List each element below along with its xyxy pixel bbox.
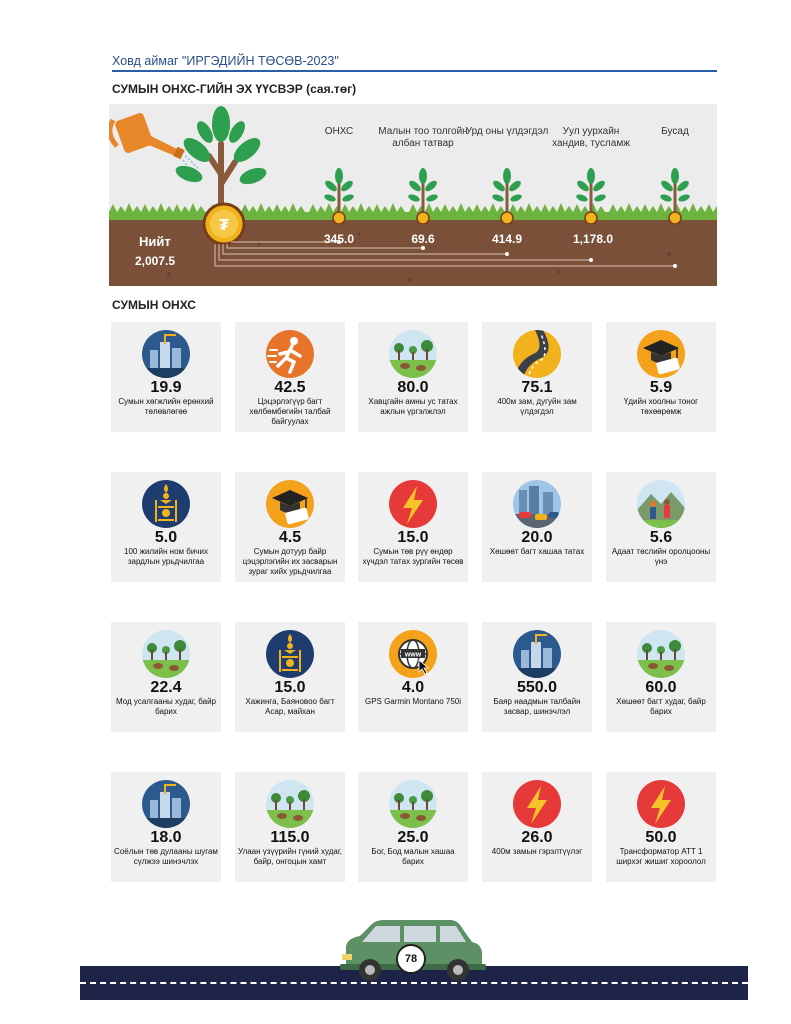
pasture-icon bbox=[389, 330, 437, 378]
project-card bbox=[606, 472, 716, 582]
svg-text:www: www bbox=[404, 651, 422, 659]
sources-title: СУМЫН ОНХС-ГИЙН ЭХ ҮҮСВЭР (сая.төг) bbox=[112, 82, 357, 96]
pasture-icon bbox=[637, 630, 685, 678]
project-card bbox=[235, 622, 345, 732]
graduation-icon bbox=[637, 330, 685, 378]
project-label: Сумын хөгжлийн ерөнхий төлөвлөгөө bbox=[118, 397, 214, 416]
source-label-2: Урд оны үлдэгдэл bbox=[465, 126, 549, 137]
project-label: 400м замын гэрэлтүүлэг bbox=[491, 847, 583, 856]
project-value: 115.0 bbox=[270, 829, 310, 846]
project-label: Сумын төв рүү өндөр хүчдэл татах зургийн төсөв bbox=[362, 547, 464, 566]
projects-title: СУМЫН ОНХС bbox=[112, 298, 196, 312]
traffic-icon bbox=[513, 480, 561, 528]
city-icon bbox=[142, 780, 190, 828]
project-label: Трансформатор АТТ 1 ширхэг жишиг хороолол bbox=[616, 847, 706, 866]
project-value: 25.0 bbox=[397, 829, 429, 846]
project-value: 5.0 bbox=[154, 529, 178, 546]
project-label: Мод усалгааны худаг, байр барих bbox=[116, 697, 216, 716]
source-label-4: Бусад bbox=[661, 126, 689, 137]
project-label: Бог, Бод малын хашаа барих bbox=[371, 847, 455, 866]
www-icon bbox=[389, 630, 437, 678]
pasture-icon bbox=[389, 780, 437, 828]
project-value: 5.6 bbox=[649, 529, 673, 546]
total-label: Нийт bbox=[139, 234, 171, 249]
project-card bbox=[358, 322, 468, 432]
project-label: Үдийн хоолны тоног төхөөрөмж bbox=[623, 397, 699, 416]
source-label-1: Малын тоо толгойн албан татвар bbox=[378, 126, 468, 149]
project-card bbox=[358, 622, 468, 732]
source-value-2: 414.9 bbox=[491, 232, 523, 246]
project-value: 26.0 bbox=[521, 829, 553, 846]
project-value: 19.9 bbox=[150, 379, 182, 396]
project-value: 5.9 bbox=[649, 379, 673, 396]
project-card bbox=[482, 472, 592, 582]
project-label: Хөшөөт багт хашаа татах bbox=[489, 547, 585, 556]
tugrik-coin-icon bbox=[204, 204, 244, 244]
source-label-3: Уул уурхайн хандив, тусламж bbox=[552, 126, 630, 149]
project-value: 15.0 bbox=[397, 529, 429, 546]
project-label: Хавцгайн амны ус татах ажлын үргэлжлэл bbox=[368, 397, 458, 416]
project-value: 20.0 bbox=[521, 529, 553, 546]
project-label: 400м зам, дугуйн зам үлдэгдэл bbox=[497, 397, 577, 416]
project-card bbox=[482, 772, 592, 882]
source-value-0: 345.0 bbox=[323, 232, 355, 246]
project-value: 18.0 bbox=[150, 829, 182, 846]
source-value-1: 69.6 bbox=[411, 232, 435, 246]
runner-icon bbox=[266, 330, 314, 378]
header-divider bbox=[112, 70, 717, 72]
project-label: Сумын дотуур байр цэцэрлэгийн их засварын зураг хийх урьдчилгаа bbox=[242, 547, 338, 576]
page-number: 78 bbox=[396, 944, 426, 974]
project-value: 4.0 bbox=[401, 679, 425, 696]
svg-text:₮: ₮ bbox=[219, 217, 229, 234]
road-icon bbox=[513, 330, 561, 378]
project-label: Соёлын төв дулааны шугам сүлжээ шинэчлэх bbox=[114, 847, 218, 866]
project-label: 100 жилийн ном бичих зардлын урьдчилгаа bbox=[124, 547, 208, 566]
lightning-icon bbox=[513, 780, 561, 828]
project-card bbox=[235, 472, 345, 582]
source-value-3: 1,178.0 bbox=[572, 232, 614, 246]
project-card bbox=[606, 622, 716, 732]
project-card bbox=[358, 772, 468, 882]
project-value: 42.5 bbox=[274, 379, 306, 396]
project-card bbox=[235, 322, 345, 432]
project-label: Адаат төслийн оролцооны үнэ bbox=[611, 547, 711, 566]
source-label-0: ОНХС bbox=[324, 126, 354, 137]
lightning-icon bbox=[637, 780, 685, 828]
project-label: Хажинга, Баяновоо багт Асар, майхан bbox=[245, 697, 335, 716]
soyombo-icon bbox=[266, 630, 314, 678]
project-card bbox=[482, 322, 592, 432]
total-value: 2,007.5 bbox=[135, 254, 176, 268]
people-icon bbox=[637, 480, 685, 528]
sources-banner bbox=[109, 104, 717, 286]
project-value: 4.5 bbox=[278, 529, 302, 546]
project-label: Улаан үзүүрийн гүний худаг, байр, онгоцын хамт bbox=[238, 847, 342, 866]
project-value: 60.0 bbox=[645, 679, 677, 696]
pasture-icon bbox=[142, 630, 190, 678]
page-header: Ховд аймаг "ИРГЭДИЙН ТӨСӨВ-2023" bbox=[112, 54, 339, 68]
project-value: 50.0 bbox=[645, 829, 677, 846]
project-value: 550.0 bbox=[516, 679, 558, 696]
city-icon bbox=[513, 630, 561, 678]
project-label: Баяр наадмын талбайн засвар, шинэчлэл bbox=[493, 697, 581, 716]
project-label: Цэцэрлэгүүр багт хөлбөмбөгийн талбай байгуулах bbox=[249, 397, 331, 426]
project-card bbox=[111, 772, 221, 882]
project-card bbox=[606, 772, 716, 882]
project-card bbox=[235, 772, 345, 882]
project-card bbox=[111, 622, 221, 732]
project-card bbox=[606, 322, 716, 432]
lightning-icon bbox=[389, 480, 437, 528]
project-card bbox=[111, 472, 221, 582]
project-label: Хөшөөт багт худаг, байр барих bbox=[616, 697, 706, 716]
project-label: GPS Garmin Montano 750i bbox=[364, 697, 462, 706]
project-card bbox=[482, 622, 592, 732]
project-value: 75.1 bbox=[521, 379, 553, 396]
graduation-icon bbox=[266, 480, 314, 528]
project-value: 22.4 bbox=[150, 679, 182, 696]
project-value: 15.0 bbox=[274, 679, 306, 696]
soyombo-icon bbox=[142, 480, 190, 528]
project-card bbox=[358, 472, 468, 582]
project-value: 80.0 bbox=[397, 379, 429, 396]
pasture-icon bbox=[266, 780, 314, 828]
project-card bbox=[111, 322, 221, 432]
city-icon bbox=[142, 330, 190, 378]
